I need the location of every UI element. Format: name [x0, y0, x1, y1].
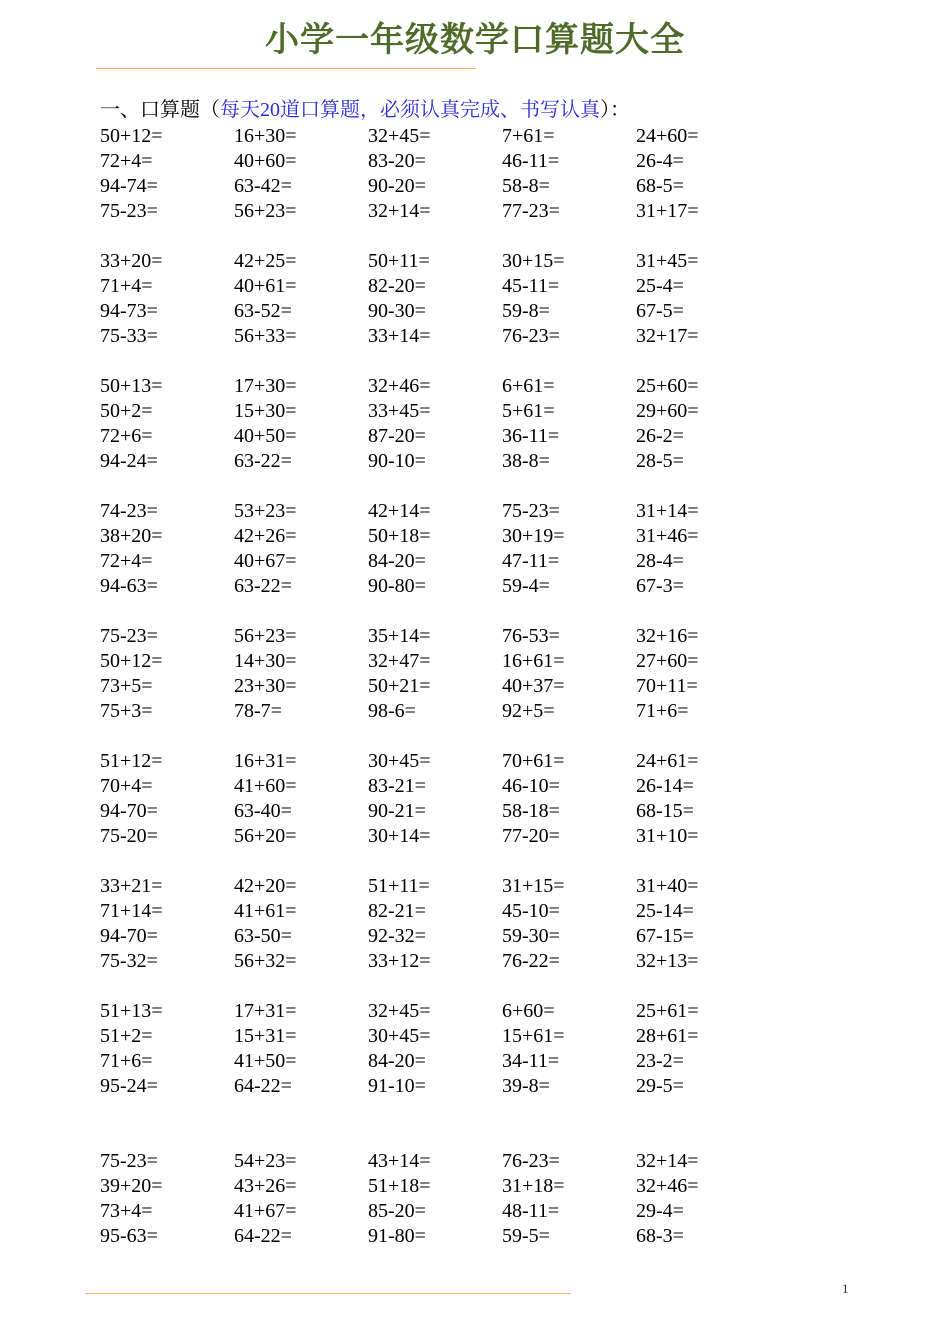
math-problem: 33+21= — [100, 875, 163, 897]
math-problem: 25-14= — [636, 900, 694, 922]
math-problem: 75-20= — [100, 825, 158, 847]
math-problem: 64-22= — [234, 1075, 292, 1097]
math-problem: 32+17= — [636, 325, 699, 347]
problem-row — [100, 1024, 770, 1049]
problem-block — [100, 499, 770, 599]
math-problem: 31+17= — [636, 200, 699, 222]
math-problem: 6+61= — [502, 375, 555, 397]
problem-row — [100, 774, 770, 799]
math-problem: 50+2= — [100, 400, 153, 422]
problem-row — [100, 274, 770, 299]
math-problem: 28-5= — [636, 450, 684, 472]
math-problem: 42+25= — [234, 250, 297, 272]
math-problem: 75+3= — [100, 700, 153, 722]
math-problem: 50+18= — [368, 525, 431, 547]
math-problem: 50+21= — [368, 675, 431, 697]
math-problem: 40+37= — [502, 675, 565, 697]
math-problem: 50+13= — [100, 375, 163, 397]
math-problem: 41+50= — [234, 1050, 297, 1072]
math-problem: 63-42= — [234, 175, 292, 197]
math-problem: 23-2= — [636, 1050, 684, 1072]
math-problem: 41+67= — [234, 1200, 297, 1222]
math-problem: 95-63= — [100, 1225, 158, 1247]
math-problem: 77-20= — [502, 825, 560, 847]
math-problem: 94-70= — [100, 925, 158, 947]
math-problem: 42+26= — [234, 525, 297, 547]
math-problem: 63-50= — [234, 925, 292, 947]
math-problem: 98-6= — [368, 700, 416, 722]
math-problem: 46-11= — [502, 150, 560, 172]
math-problem: 84-20= — [368, 550, 426, 572]
math-problem: 31+14= — [636, 500, 699, 522]
math-problem: 40+61= — [234, 275, 297, 297]
problem-row — [100, 374, 770, 399]
math-problem: 26-2= — [636, 425, 684, 447]
problem-row — [100, 1224, 770, 1249]
math-problem: 71+4= — [100, 275, 153, 297]
math-problem: 90-20= — [368, 175, 426, 197]
problem-row — [100, 499, 770, 524]
problem-block — [100, 749, 770, 849]
problem-row — [100, 524, 770, 549]
math-problem: 58-8= — [502, 175, 550, 197]
math-problem: 67-3= — [636, 575, 684, 597]
page-number: 1 — [842, 1281, 849, 1296]
problem-row — [100, 399, 770, 424]
math-problem: 54+23= — [234, 1150, 297, 1172]
math-problem: 94-73= — [100, 300, 158, 322]
problem-row — [100, 574, 770, 599]
problem-row — [100, 999, 770, 1024]
math-problem: 36-11= — [502, 425, 560, 447]
problem-row — [100, 874, 770, 899]
math-problem: 38-8= — [502, 450, 550, 472]
math-problem: 16+61= — [502, 650, 565, 672]
math-problem: 76-53= — [502, 625, 560, 647]
math-problem: 16+31= — [234, 750, 297, 772]
math-problem: 94-74= — [100, 175, 158, 197]
math-problem: 68-15= — [636, 800, 694, 822]
math-problem: 94-24= — [100, 450, 158, 472]
math-problem: 76-23= — [502, 1150, 560, 1172]
math-problem: 91-10= — [368, 1075, 426, 1097]
math-problem: 51+11= — [368, 875, 430, 897]
problem-row — [100, 624, 770, 649]
math-problem: 92-32= — [368, 925, 426, 947]
math-problem: 82-20= — [368, 275, 426, 297]
math-problem: 76-23= — [502, 325, 560, 347]
problem-row — [100, 249, 770, 274]
problem-block — [100, 999, 770, 1099]
math-problem: 43+26= — [234, 1175, 297, 1197]
math-problem: 28-4= — [636, 550, 684, 572]
math-problem: 32+14= — [368, 200, 431, 222]
math-problem: 45-10= — [502, 900, 560, 922]
math-problem: 68-5= — [636, 175, 684, 197]
math-problem: 63-22= — [234, 450, 292, 472]
math-problem: 32+46= — [636, 1175, 699, 1197]
problem-row — [100, 1074, 770, 1099]
math-problem: 59-8= — [502, 300, 550, 322]
problem-row — [100, 1174, 770, 1199]
problem-row — [100, 324, 770, 349]
math-problem: 75-23= — [100, 1150, 158, 1172]
footer-divider — [85, 1293, 571, 1294]
math-problem: 76-22= — [502, 950, 560, 972]
section-heading-suffix: ）： — [600, 99, 630, 121]
math-problem: 59-30= — [502, 925, 560, 947]
math-problem: 32+14= — [636, 1150, 699, 1172]
math-problem: 59-4= — [502, 575, 550, 597]
math-problem: 92+5= — [502, 700, 555, 722]
math-problem: 7+61= — [502, 125, 555, 147]
math-problem: 63-52= — [234, 300, 292, 322]
math-problem: 26-14= — [636, 775, 694, 797]
math-problem: 25-4= — [636, 275, 684, 297]
math-problem: 32+46= — [368, 375, 431, 397]
math-problem: 31+46= — [636, 525, 699, 547]
problem-row — [100, 1049, 770, 1074]
math-problem: 24+60= — [636, 125, 699, 147]
math-problem: 70+11= — [636, 675, 698, 697]
math-problem: 51+2= — [100, 1025, 153, 1047]
section-heading — [100, 98, 630, 123]
problem-block — [100, 624, 770, 724]
math-problem: 32+45= — [368, 125, 431, 147]
section-heading-note: 每天20道口算题，必须认真完成、书写认真 — [220, 99, 600, 121]
math-problem: 35+14= — [368, 625, 431, 647]
math-problem: 6+60= — [502, 1000, 555, 1022]
problem-row — [100, 924, 770, 949]
math-problem: 31+45= — [636, 250, 699, 272]
problem-row — [100, 699, 770, 724]
problem-row — [100, 1199, 770, 1224]
math-problem: 23+30= — [234, 675, 297, 697]
math-problem: 56+32= — [234, 950, 297, 972]
math-problem: 83-20= — [368, 150, 426, 172]
math-problem: 40+67= — [234, 550, 297, 572]
math-problem: 72+6= — [100, 425, 153, 447]
math-problem: 5+61= — [502, 400, 555, 422]
math-problem: 72+4= — [100, 150, 153, 172]
math-problem: 32+45= — [368, 1000, 431, 1022]
math-problem: 40+50= — [234, 425, 297, 447]
problem-row — [100, 949, 770, 974]
math-problem: 32+47= — [368, 650, 431, 672]
math-problem: 25+60= — [636, 375, 699, 397]
problem-row — [100, 424, 770, 449]
math-problem: 31+40= — [636, 875, 699, 897]
problem-row — [100, 799, 770, 824]
math-problem: 31+18= — [502, 1175, 565, 1197]
math-problem: 91-80= — [368, 1225, 426, 1247]
math-problem: 30+45= — [368, 1025, 431, 1047]
math-problem: 50+12= — [100, 650, 163, 672]
problem-grid — [100, 124, 770, 1274]
math-problem: 33+14= — [368, 325, 431, 347]
math-problem: 75-23= — [502, 500, 560, 522]
math-problem: 15+61= — [502, 1025, 565, 1047]
math-problem: 15+30= — [234, 400, 297, 422]
math-problem: 42+20= — [234, 875, 297, 897]
math-problem: 25+61= — [636, 1000, 699, 1022]
math-problem: 47-11= — [502, 550, 560, 572]
math-problem: 85-20= — [368, 1200, 426, 1222]
problem-row — [100, 649, 770, 674]
problem-block — [100, 374, 770, 474]
problem-row — [100, 124, 770, 149]
math-problem: 68-3= — [636, 1225, 684, 1247]
math-problem: 51+12= — [100, 750, 163, 772]
problem-block — [100, 124, 770, 224]
math-problem: 28+61= — [636, 1025, 699, 1047]
math-problem: 30+14= — [368, 825, 431, 847]
math-problem: 31+10= — [636, 825, 699, 847]
math-problem: 30+19= — [502, 525, 565, 547]
math-problem: 43+14= — [368, 1150, 431, 1172]
problem-block — [100, 249, 770, 349]
math-problem: 48-11= — [502, 1200, 560, 1222]
math-problem: 90-80= — [368, 575, 426, 597]
math-problem: 17+31= — [234, 1000, 297, 1022]
math-problem: 42+14= — [368, 500, 431, 522]
math-problem: 30+45= — [368, 750, 431, 772]
math-problem: 39-8= — [502, 1075, 550, 1097]
math-problem: 87-20= — [368, 425, 426, 447]
problem-row — [100, 299, 770, 324]
math-problem: 75-33= — [100, 325, 158, 347]
math-problem: 71+14= — [100, 900, 163, 922]
problem-row — [100, 149, 770, 174]
math-problem: 41+60= — [234, 775, 297, 797]
problem-row — [100, 449, 770, 474]
math-problem: 33+45= — [368, 400, 431, 422]
math-problem: 34-11= — [502, 1050, 560, 1072]
math-problem: 29-4= — [636, 1200, 684, 1222]
math-problem: 33+20= — [100, 250, 163, 272]
math-problem: 32+13= — [636, 950, 699, 972]
math-problem: 56+33= — [234, 325, 297, 347]
problem-row — [100, 174, 770, 199]
math-problem: 39+20= — [100, 1175, 163, 1197]
section-heading-prefix: 一、口算题（ — [100, 99, 220, 121]
math-problem: 74-23= — [100, 500, 158, 522]
problem-row — [100, 549, 770, 574]
math-problem: 90-10= — [368, 450, 426, 472]
math-problem: 46-10= — [502, 775, 560, 797]
math-problem: 63-22= — [234, 575, 292, 597]
math-problem: 26-4= — [636, 150, 684, 172]
math-problem: 45-11= — [502, 275, 560, 297]
problem-block — [100, 874, 770, 974]
math-problem: 94-63= — [100, 575, 158, 597]
math-problem: 83-21= — [368, 775, 426, 797]
math-problem: 70+61= — [502, 750, 565, 772]
math-problem: 70+4= — [100, 775, 153, 797]
math-problem: 82-21= — [368, 900, 426, 922]
math-problem: 77-23= — [502, 200, 560, 222]
math-problem: 32+16= — [636, 625, 699, 647]
math-problem: 84-20= — [368, 1050, 426, 1072]
math-problem: 51+13= — [100, 1000, 163, 1022]
header-divider — [96, 68, 476, 69]
problem-block — [100, 1149, 770, 1249]
math-problem: 75-23= — [100, 625, 158, 647]
math-problem: 71+6= — [100, 1050, 153, 1072]
problem-row — [100, 199, 770, 224]
math-problem: 50+11= — [368, 250, 430, 272]
math-problem: 58-18= — [502, 800, 560, 822]
math-problem: 67-5= — [636, 300, 684, 322]
math-problem: 72+4= — [100, 550, 153, 572]
math-problem: 27+60= — [636, 650, 699, 672]
math-problem: 73+5= — [100, 675, 153, 697]
math-problem: 24+61= — [636, 750, 699, 772]
math-problem: 33+12= — [368, 950, 431, 972]
math-problem: 56+23= — [234, 200, 297, 222]
math-problem: 64-22= — [234, 1225, 292, 1247]
math-problem: 50+12= — [100, 125, 163, 147]
math-problem: 30+15= — [502, 250, 565, 272]
math-problem: 94-70= — [100, 800, 158, 822]
math-problem: 51+18= — [368, 1175, 431, 1197]
math-problem: 75-23= — [100, 200, 158, 222]
math-problem: 73+4= — [100, 1200, 153, 1222]
math-problem: 67-15= — [636, 925, 694, 947]
math-problem: 56+20= — [234, 825, 297, 847]
problem-row — [100, 674, 770, 699]
math-problem: 63-40= — [234, 800, 292, 822]
math-problem: 15+31= — [234, 1025, 297, 1047]
problem-row — [100, 1149, 770, 1174]
problem-row — [100, 899, 770, 924]
math-problem: 59-5= — [502, 1225, 550, 1247]
math-problem: 95-24= — [100, 1075, 158, 1097]
math-problem: 16+30= — [234, 125, 297, 147]
page-title: 小学一年级数学口算题大全 — [265, 20, 685, 60]
math-problem: 71+6= — [636, 700, 689, 722]
problem-row — [100, 824, 770, 849]
math-problem: 56+23= — [234, 625, 297, 647]
math-problem: 38+20= — [100, 525, 163, 547]
math-problem: 14+30= — [234, 650, 297, 672]
math-problem: 90-21= — [368, 800, 426, 822]
problem-row — [100, 749, 770, 774]
math-problem: 53+23= — [234, 500, 297, 522]
math-problem: 78-7= — [234, 700, 282, 722]
math-problem: 90-30= — [368, 300, 426, 322]
math-problem: 17+30= — [234, 375, 297, 397]
math-problem: 29+60= — [636, 400, 699, 422]
math-problem: 41+61= — [234, 900, 297, 922]
math-problem: 31+15= — [502, 875, 565, 897]
math-problem: 40+60= — [234, 150, 297, 172]
math-problem: 29-5= — [636, 1075, 684, 1097]
math-problem: 75-32= — [100, 950, 158, 972]
